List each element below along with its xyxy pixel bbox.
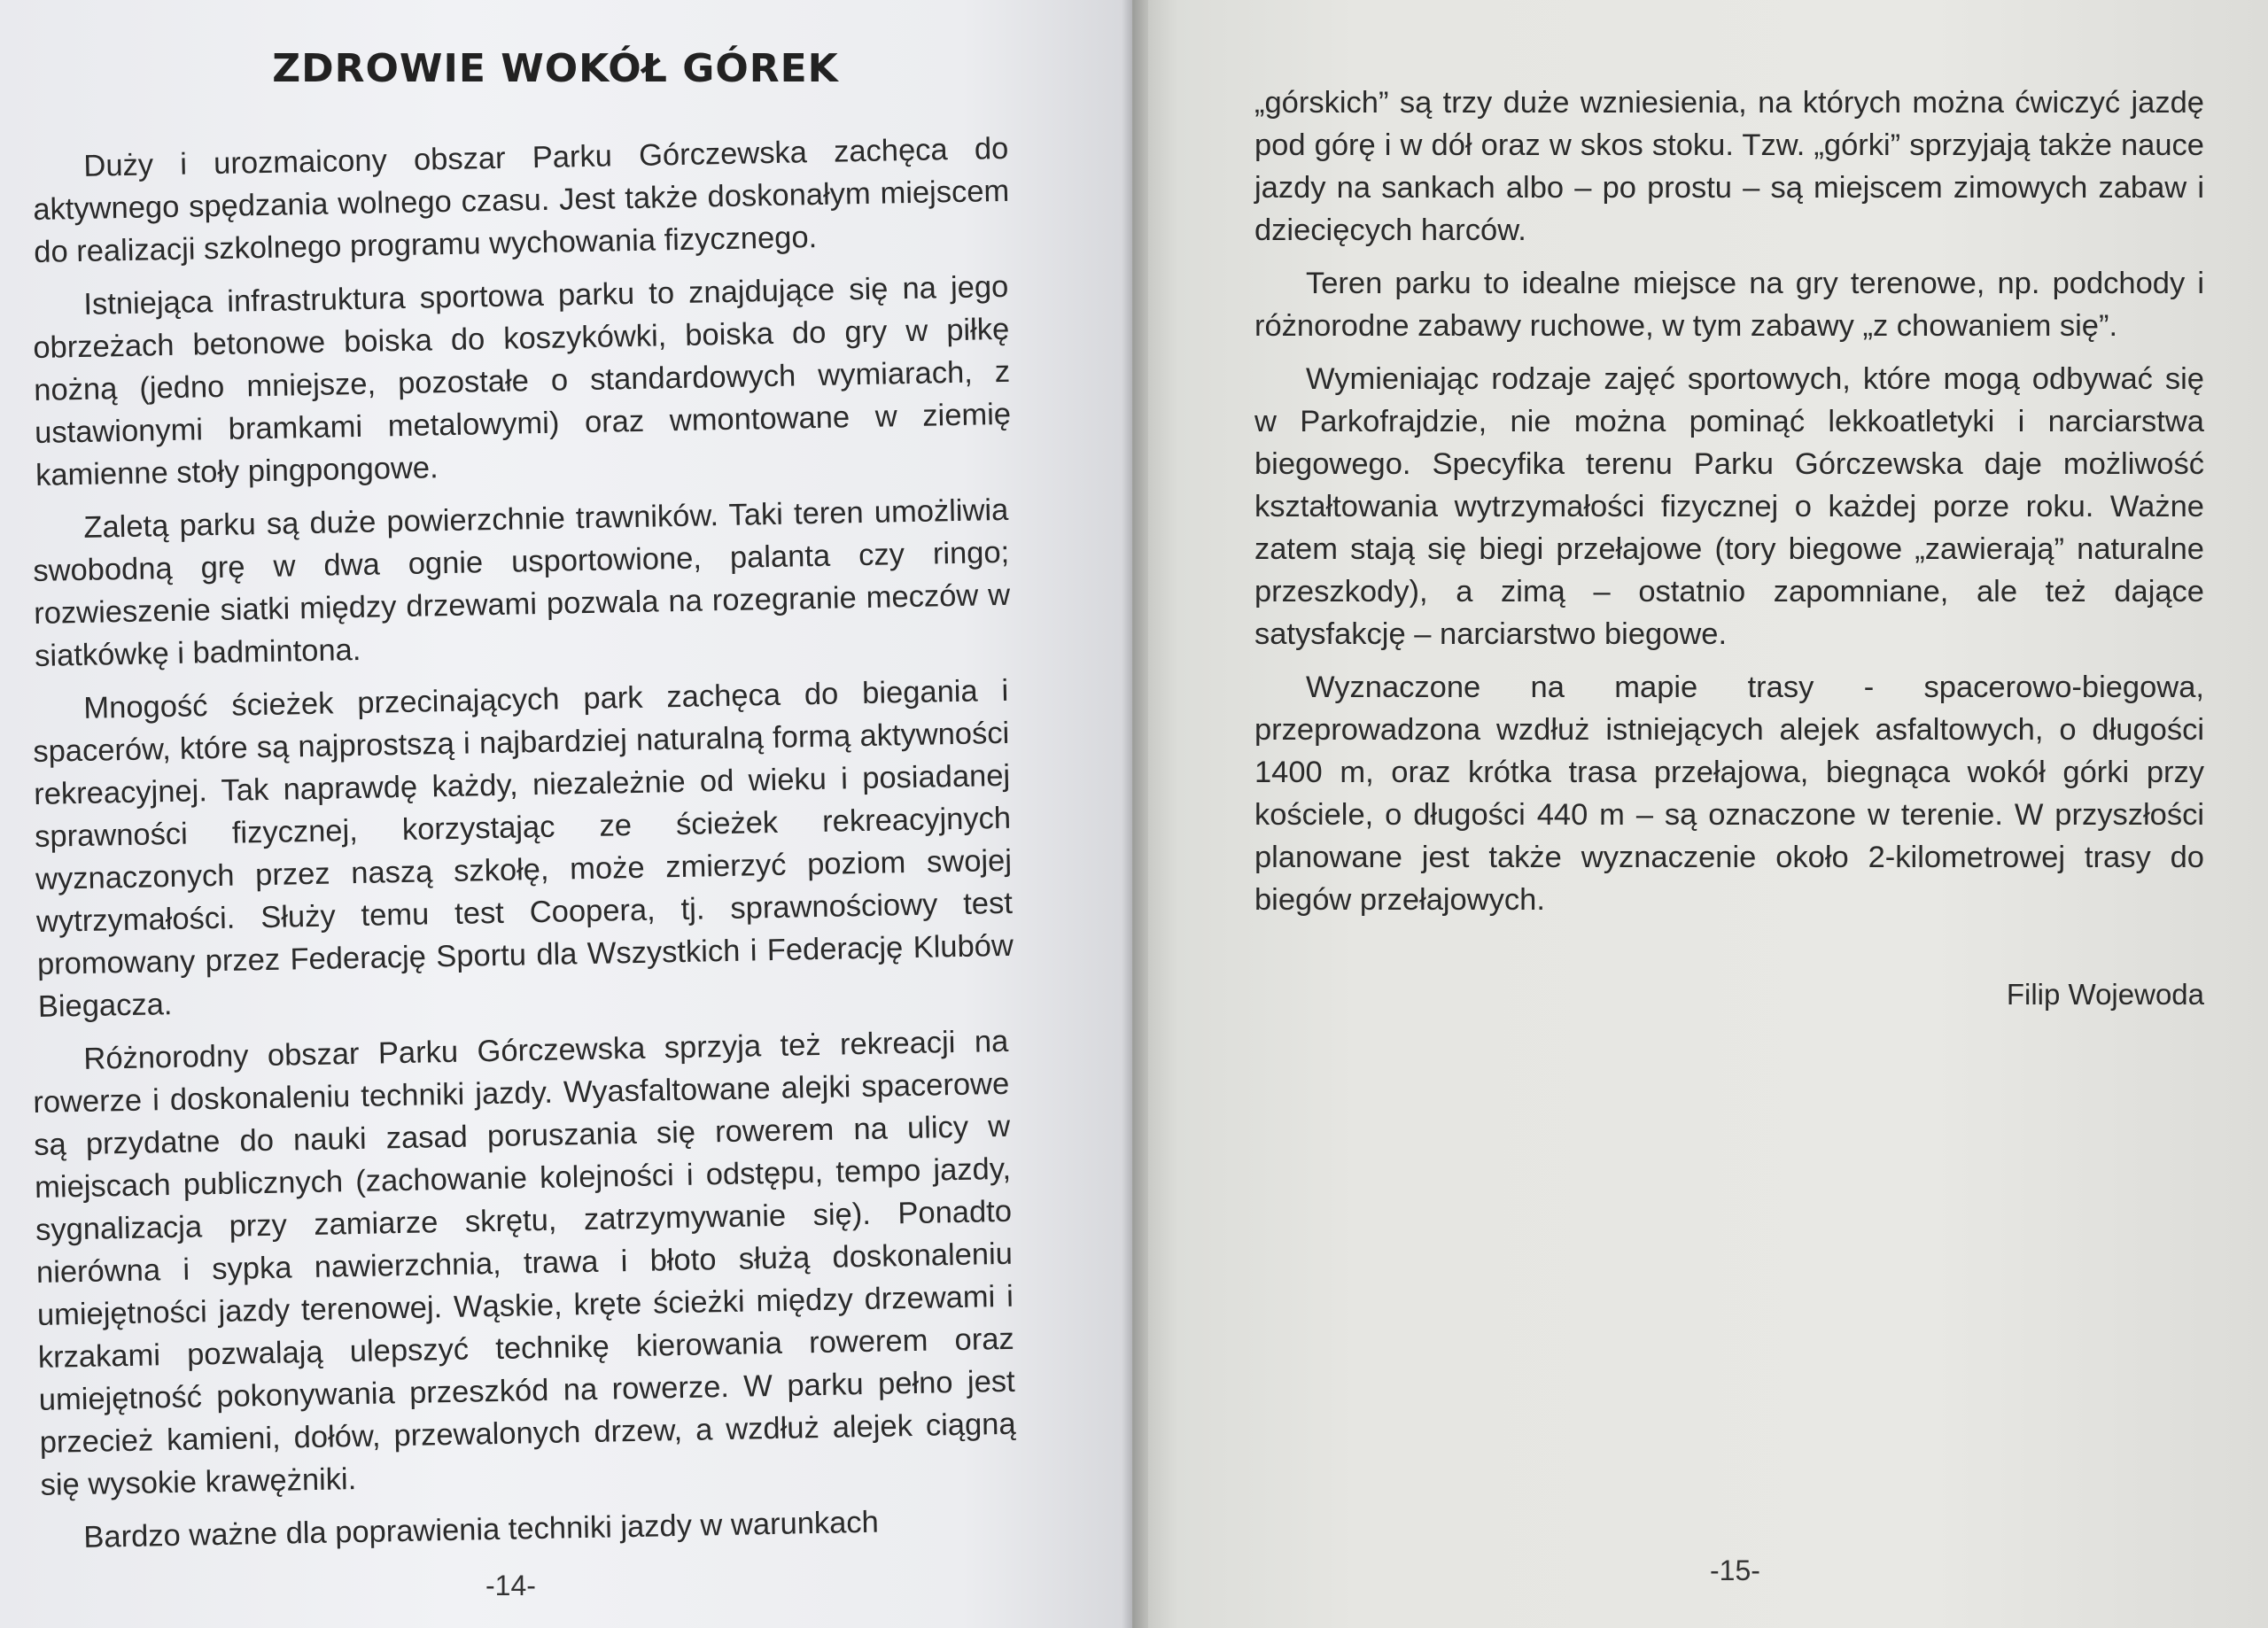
left-paragraph-6: Bardzo ważne dla poprawienia techniki jazdy w warunkach (83, 1505, 880, 1554)
left-paragraph-2: Istniejąca infrastruktura sportowa parku to znajdujące się na jego obrzeżach betonowe boiska do koszykówki, boiska do gry w piłkę nożną (jedno mniejsze, pozostałe o standardowych wymiarach, z ustawionymi bramkami metalowymi) oraz wmontowane w ziemię kamienne stoły pingpongowe. (33, 269, 1012, 492)
right-page (1132, 0, 2268, 1628)
left-paragraph-5: Różnorodny obszar Parku Górczewska sprzyja też rekreacji na rowerze i doskonaleniu techniki jazdy. Wyasfaltowane alejki spacerowe są przydatne do nauki zasad poruszania się rowerem na ulicy w miejscach publicznych (zachowanie kolejności i odstępu, tempo jazdy, sygnalizacja przy zamiarze skrętu, zatrzymywanie się). Ponadto nierówna i sypka nawierzchnia, trawa i błoto służą doskonaleniu umiejętności jazdy terenowej. Wąskie, kręte ścieżki między drzewami i krzakami pozwalają ulepszyć technikę kierowania rowerem oraz umiejętność pokonywania przeszkód na rowerze. W parku pełno jest przecież kamieni, dołów, przewalonych drzew, a wzdłuż alejek ciągną się wysokie krawężniki. (33, 1024, 1016, 1502)
right-paragraph-3: Wymieniając rodzaje zajęć sportowych, które mogą odbywać się w Parkofrajdzie, nie można pominąć lekkoatletyki i narciarstwa biegowego. Specyfika terenu Parku Górczewska daje możliwość kształtowania wytrzymałości fizycznej o każdej porze roku. Ważne zatem stają się biegi przełajowe (tory biegowe „zawierają” naturalne przeszkody), a zimą – ostatnio zapomniane, ale też dające satysfakcję – narciarstwo biegowe. (1254, 362, 2204, 651)
author-signature: Filip Wojewoda (2006, 978, 2204, 1011)
book-gutter (1122, 0, 1148, 1628)
right-paragraph-2: Teren parku to idealne miejsce na gry terenowe, np. podchody i różnorodne zabawy ruchowe, w tym zabawy „z chowaniem się”. (1254, 267, 2204, 343)
right-paragraph-4: Wyznaczone na mapie trasy - spacerowo-biegowa, przeprowadzona wzdłuż istniejących alejek asfaltowych, o długości 1400 m, oraz krótka trasa przełajowa, biegnąca wokół górki przy kościele, o długości 440 m – są oznaczone w terenie. W przyszłości planowane jest także wyznaczenie około 2-kilometrowej trasy do biegów przełajowych. (1254, 671, 2204, 917)
left-paragraph-4: Mnogość ścieżek przecinających park zachęca do biegania i spacerów, które są najprostszą i najbardziej naturalną formą aktywności rekreacyjnej. Tak naprawdę każdy, niezależnie od wieku i posiadanej sprawności fizycznej, korzystając ze ścieżek rekreacyjnych wyznaczonych przez naszą szkołę, może zmierzyć poziom swojej wytrzymałości. Służy temu test Coopera, tj. sprawnościowy test promowany przez Federację Sportu dla Wszystkich i Federację Klubów Biegacza. (33, 673, 1014, 1024)
left-paragraph-1: Duży i urozmaicony obszar Parku Górczewska zachęca do aktywnego spędzania wolnego czasu. Jest także doskonałym miejscem do realizacji szkolnego programu wychowania fizycznego. (33, 131, 1010, 269)
page-number-right: -15- (1710, 1554, 1760, 1586)
right-paragraph-1: „górskich” są trzy duże wzniesienia, na których można ćwiczyć jazdę pod górę i w dół oraz w skos stoku. Tzw. „górki” sprzyjają także nauce jazdy na sankach albo – po prostu – są miejscem zimowych zabaw i dziecięcych harców. (1254, 86, 2204, 247)
left-paragraph-3: Zaletą parku są duże powierzchnie trawników. Taki teren umożliwia swobodną grę w dwa ognie usportowione, palanta czy ringo; rozwieszenie siatki między drzewami pozwala na rozegranie meczów w siatkówkę i badmintona. (33, 492, 1011, 673)
left-page (0, 0, 1132, 1628)
page-number-left: -14- (485, 1570, 536, 1601)
article-title: ZDROWIE WOKÓŁ GÓREK (272, 46, 839, 91)
